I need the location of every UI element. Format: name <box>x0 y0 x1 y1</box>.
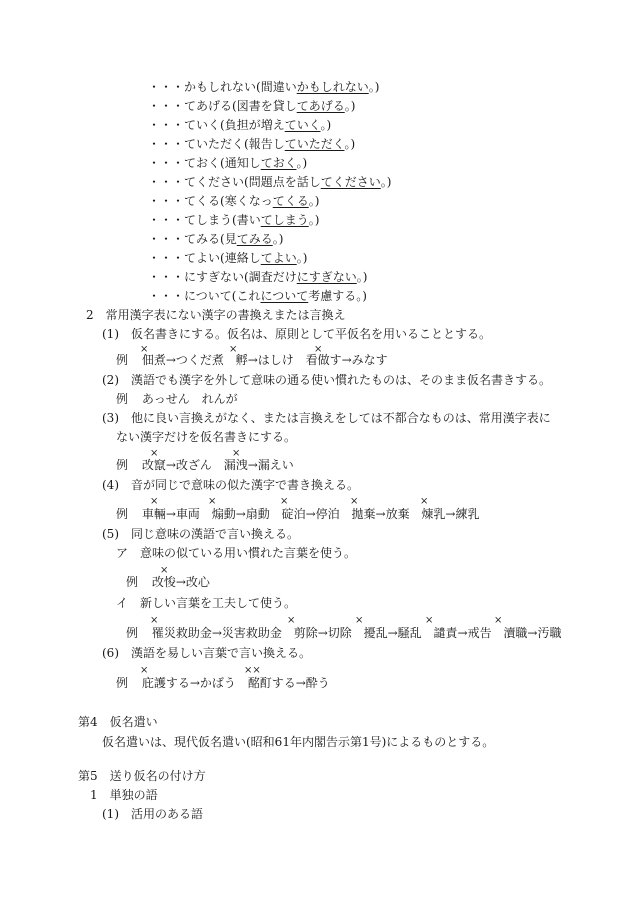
section-heading: 第5 送り仮名の付け方 <box>78 769 206 783</box>
section-heading: 第4 仮名遣い <box>78 715 158 729</box>
example-line: 例 改竄→改ざん 漏洩→漏えい <box>116 458 294 472</box>
cross-mark: × <box>140 665 149 676</box>
section-heading: 2 常用漢字表にない漢字の書換えまたは言換え <box>86 308 346 322</box>
example-line: 例 改悛→改心 <box>126 575 210 589</box>
cross-mark: ×× <box>244 665 261 676</box>
cross-mark: × <box>208 496 217 507</box>
paragraph: 仮名遣いは、現代仮名遣い(昭和61年内閣告示第1号)によるものとする。 <box>102 735 495 749</box>
cross-mark: × <box>140 344 149 355</box>
paragraph: (2) 漢語でも漢字を外して意味の通る使い慣れたものは、そのまま仮名書きする。 <box>102 373 552 387</box>
list-item: ・・・てみる(見てみる。) <box>148 232 284 246</box>
cross-mark: × <box>150 615 159 626</box>
list-item: ・・・について(これについて考慮する。) <box>148 289 367 303</box>
paragraph: (6) 漢語を易しい言葉で言い換える。 <box>102 646 311 660</box>
paragraph: (3) 他に良い言換えがなく、または言換えをしては不都合なものは、常用漢字表に <box>102 411 551 425</box>
cross-mark: × <box>425 615 434 626</box>
paragraph: (4) 音が同じで意味の似た漢字で書き換える。 <box>102 478 359 492</box>
paragraph: ない漢字だけを仮名書きにする。 <box>116 430 297 444</box>
list-item: ・・・ていく(負担が増えていく。) <box>148 118 332 132</box>
subsection-heading: (1) 活用のある語 <box>102 807 203 821</box>
list-item: ・・・かもしれない(間違いかもしれない。) <box>148 80 380 94</box>
list-item: ・・・てください(問題点を話してください。) <box>148 175 392 189</box>
cross-mark: × <box>355 615 364 626</box>
example-line: 例 佃煮→つくだ煮 孵→はしけ 看做す→みなす <box>116 353 388 367</box>
example-line: 例 罹災救助金→災害救助金 剪除→切除 擾乱→騒乱 譴責→戒告 瀆職→汚職 <box>126 626 562 640</box>
cross-mark: × <box>350 496 359 507</box>
cross-mark: × <box>287 615 296 626</box>
paragraph: (5) 同じ意味の漢語で言い換える。 <box>102 527 299 541</box>
cross-mark: × <box>232 448 241 459</box>
cross-mark: × <box>150 496 159 507</box>
cross-mark: × <box>494 615 503 626</box>
cross-mark: × <box>314 344 323 355</box>
list-item: ・・・てよい(連絡してよい。) <box>148 251 308 265</box>
cross-mark: × <box>150 448 159 459</box>
list-item: ・・・てくる(寒くなってくる。) <box>148 194 320 208</box>
paragraph: イ 新しい言葉を工夫して使う。 <box>116 596 297 610</box>
cross-mark: × <box>280 496 289 507</box>
cross-mark: × <box>160 565 169 576</box>
cross-mark: × <box>420 496 429 507</box>
list-item: ・・・ておく(通知しておく。) <box>148 156 308 170</box>
list-item: ・・・てしまう(書いてしまう。) <box>148 213 320 227</box>
subsection-heading: 1 単独の語 <box>90 788 158 802</box>
example-line: 例 あっせん れんが <box>116 392 238 406</box>
paragraph: ア 意味の似ている用い慣れた言葉を使う。 <box>116 546 357 560</box>
paragraph: (1) 仮名書きにする。仮名は、原則として平仮名を用いることとする。 <box>102 327 492 341</box>
list-item: ・・・にすぎない(調査だけにすぎない。) <box>148 270 368 284</box>
list-item: ・・・てあげる(図書を貸してあげる。) <box>148 99 356 113</box>
cross-mark: × <box>229 344 238 355</box>
list-item: ・・・ていただく(報告していただく。) <box>148 137 356 151</box>
example-line: 例 車輛→車両 煽動→扇動 碇泊→停泊 拋棄→放棄 煉乳→練乳 <box>116 507 480 521</box>
example-line: 例 庇護する→かばう 酩酊する→酔う <box>116 676 330 690</box>
